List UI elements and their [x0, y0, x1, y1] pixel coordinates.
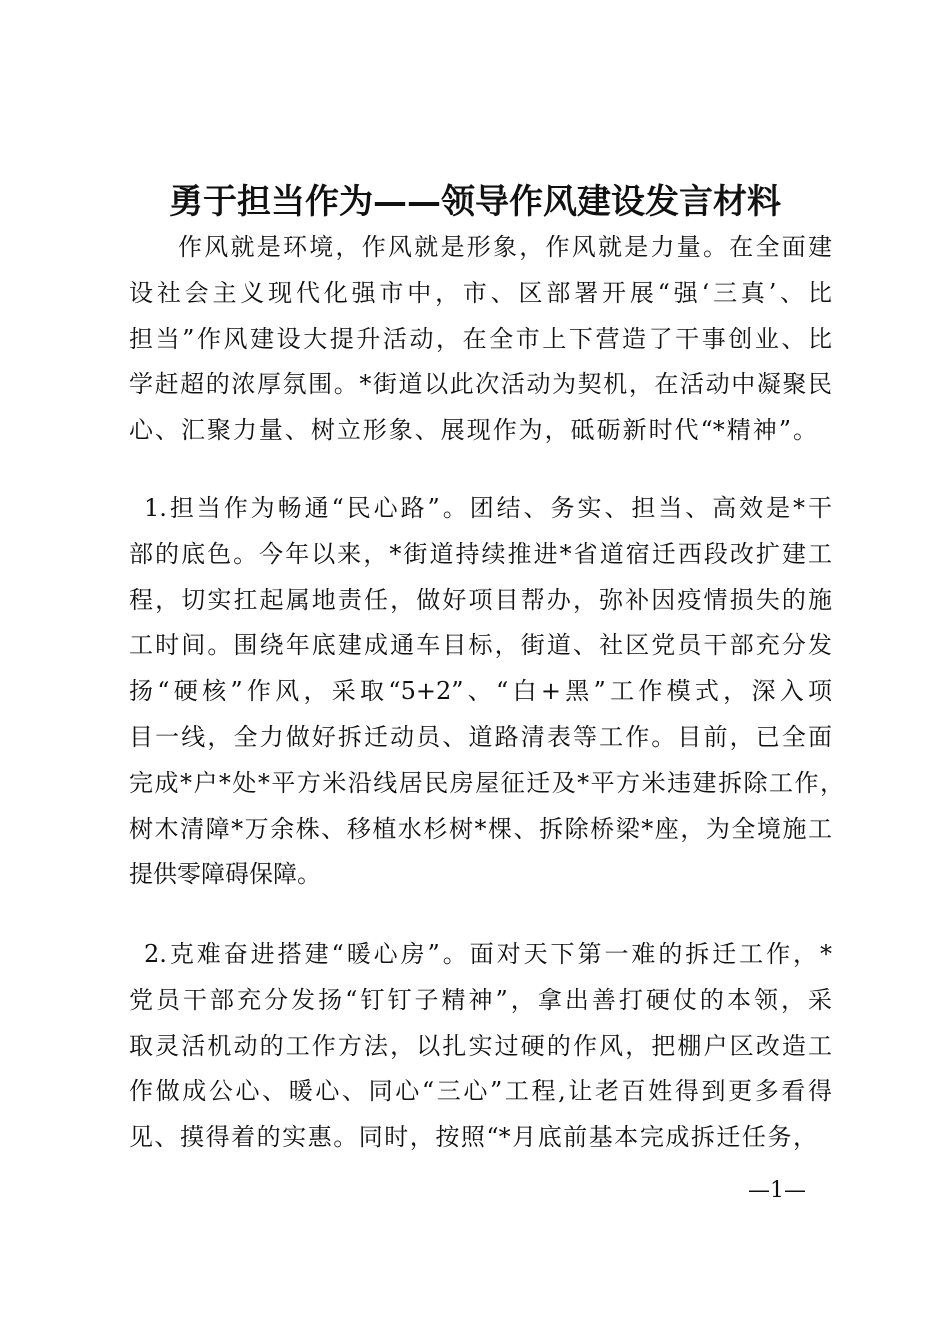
text-line: 程，切实扛起属地责任，做好项目帮办，弥补因疫情损失的施: [129, 585, 832, 614]
text-line: 心、汇聚力量、树立形象、展现作为，砥砺新时代“*精神”。: [129, 416, 817, 445]
text-line: 2.克难奋进搭建“暖心房”。面对天下第一难的拆迁工作，*: [144, 940, 832, 968]
text-line: 工时间。围绕年底建成通车目标，街道、社区党员干部充分发: [129, 631, 832, 660]
text-line: 作风就是环境，作风就是形象，作风就是力量。在全面建: [178, 233, 832, 261]
page-number: —1—: [748, 1178, 806, 1203]
text-line: 党员干部充分发扬“钉钉子精神”，拿出善打硬仗的本领，采: [129, 985, 832, 1014]
text-line: 提供零障碍保障。: [129, 860, 321, 889]
text-line: 扬“硬核”作风，采取“5+2”、“白+黑”工作模式，深入项: [129, 677, 832, 706]
text-line: 树木清障*万余株、移植水杉树*棵、拆除桥梁*座，为全境施工: [129, 814, 832, 843]
text-line: 见、摸得着的实惠。同时，按照“*月底前基本完成拆迁任务，: [129, 1123, 817, 1152]
text-line: 完成*户*处*平方米沿线居民房屋征迁及*平方米违建拆除工作，: [129, 768, 844, 797]
paragraph-section-1: [129, 486, 844, 898]
document-title: 勇于担当作为——领导作风建设发言材料: [169, 182, 781, 222]
text-line: 学赶超的浓厚氛围。*街道以此次活动为契机，在活动中凝聚民: [129, 370, 832, 399]
text-line: 1.担当作为畅通“民心路”。团结、务实、担当、高效是*干: [144, 494, 832, 522]
text-line: 取灵活机动的工作方法，以扎实过硬的作风，把棚户区改造工: [129, 1031, 832, 1060]
text-line: 作做成公心、暖心、同心“三心”工程,让老百姓得到更多看得: [129, 1077, 832, 1106]
text-line: 担当”作风建设大提升活动，在全市上下营造了干事创业、比: [129, 324, 832, 353]
paragraph-intro: [129, 225, 832, 454]
paragraph-section-2: [129, 932, 832, 1161]
text-line: 设社会主义现代化强市中，市、区部署开展“强‘三真’、比: [129, 278, 832, 307]
text-line: 部的底色。今年以来，*街道持续推进*省道宿迁西段改扩建工: [129, 539, 832, 568]
text-line: 目一线，全力做好拆迁动员、道路清表等工作。目前，已全面: [129, 722, 832, 751]
